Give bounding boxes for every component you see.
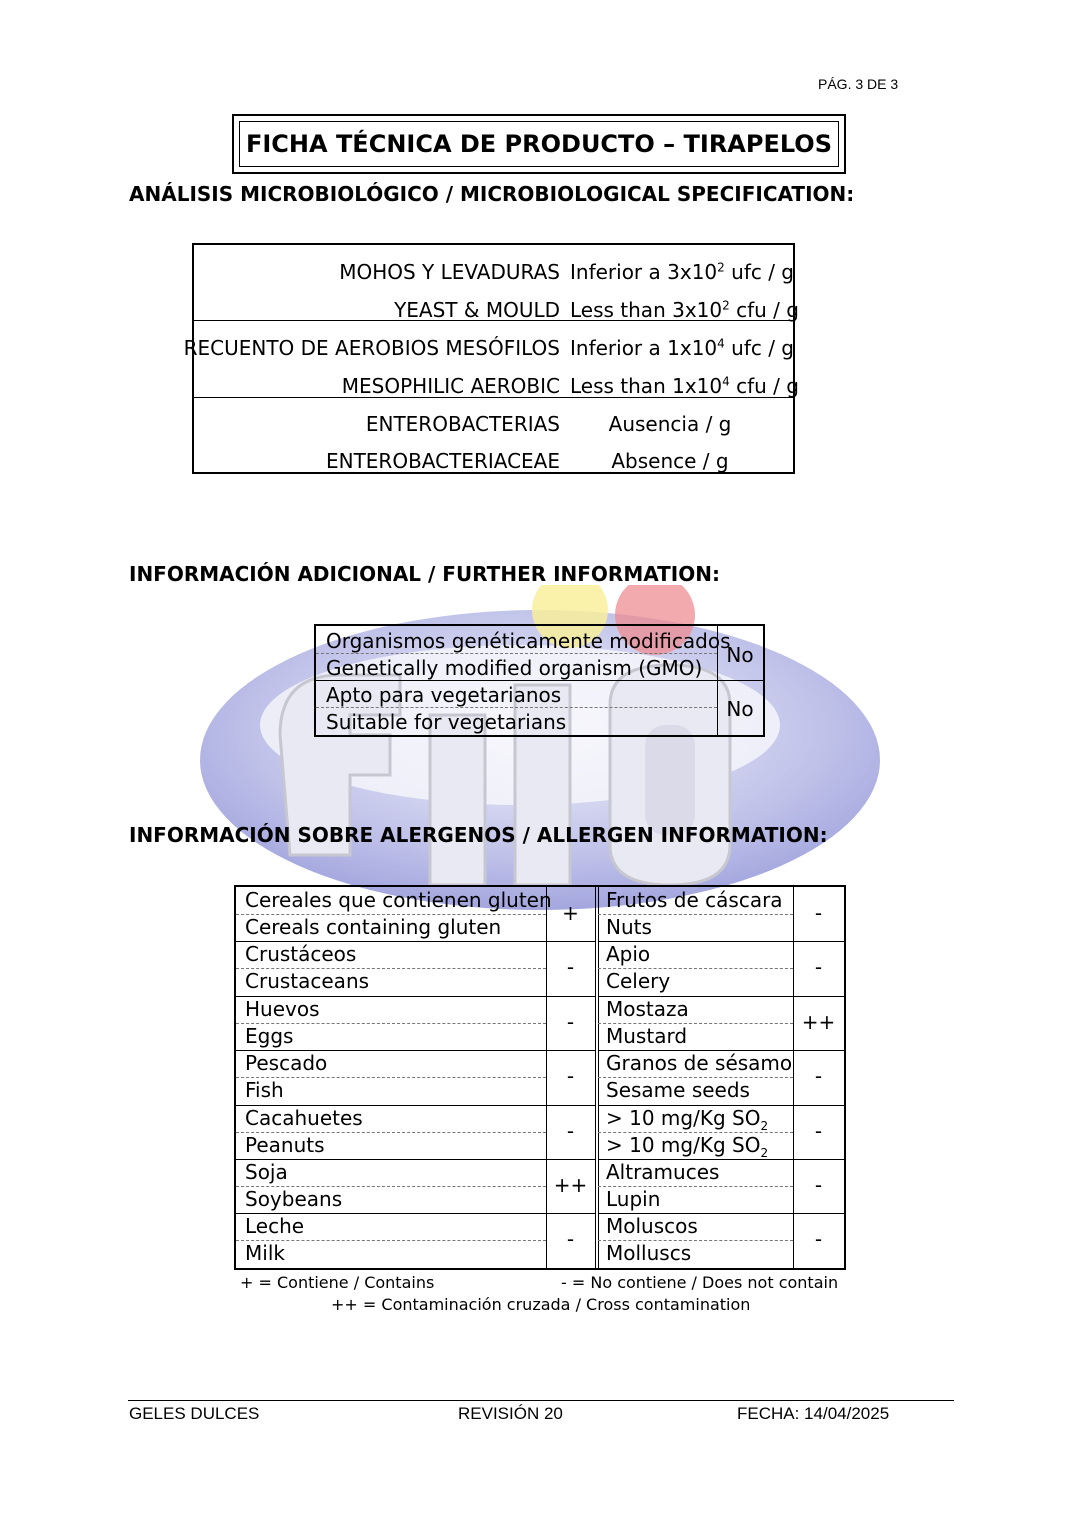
micro-row bbox=[194, 252, 793, 290]
micro-value: Inferior a $1x10^4$ ufc / g bbox=[570, 336, 794, 360]
allergen-label-en: Eggs bbox=[245, 1023, 294, 1048]
dashed-divider bbox=[316, 653, 717, 654]
allergen-mark: - bbox=[566, 1009, 575, 1034]
legend-cross-contamination: ++ = Contaminación cruzada / Cross contamination bbox=[331, 1295, 751, 1314]
allergen-label-en: Celery bbox=[606, 969, 671, 994]
micro-row bbox=[194, 404, 793, 442]
allergen-label-en: Milk bbox=[245, 1241, 285, 1266]
allergen-mark: - bbox=[814, 1118, 823, 1143]
allergen-label-es: Frutos de cáscara bbox=[606, 888, 783, 912]
allergen-table bbox=[234, 885, 846, 1270]
footer-revision: REVISIÓN 20 bbox=[458, 1404, 563, 1423]
micro-label: MESOPHILIC AEROBIC bbox=[341, 374, 560, 398]
allergen-mark: + bbox=[562, 901, 579, 925]
allergen-label-es: Pescado bbox=[245, 1051, 328, 1076]
micro-row bbox=[194, 366, 799, 404]
allergen-label-es: Cereales que contienen gluten bbox=[245, 888, 552, 912]
allergen-mark: - bbox=[566, 1118, 575, 1143]
allergen-label-en: Mustard bbox=[606, 1023, 688, 1048]
micro-value: Absence / g bbox=[611, 449, 729, 473]
allergen-mark: ++ bbox=[801, 1009, 836, 1034]
allergen-label-es: Apio bbox=[606, 942, 651, 967]
micro-row bbox=[183, 328, 794, 366]
allergen-mark: - bbox=[566, 1227, 575, 1252]
vegetarian-value: No bbox=[726, 697, 754, 721]
allergen-mark: - bbox=[566, 955, 575, 980]
row-divider bbox=[793, 1050, 844, 1051]
allergen-label-es: > 10 mg/Kg $SO_2$ bbox=[606, 1105, 769, 1133]
section-heading-allergen: INFORMACIÓN SOBRE ALERGENOS / ALLERGEN INFORMATION: bbox=[129, 823, 828, 847]
micro-value: Ausencia / g bbox=[608, 412, 732, 436]
row-divider bbox=[793, 1105, 844, 1106]
row-divider bbox=[793, 1159, 844, 1160]
row-divider bbox=[194, 397, 793, 398]
micro-row bbox=[194, 441, 793, 479]
micro-label: MOHOS Y LEVADURAS bbox=[339, 260, 560, 284]
allergen-mark: ++ bbox=[553, 1173, 588, 1197]
footer-date: FECHA: 14/04/2025 bbox=[737, 1404, 890, 1423]
allergen-label-en: Nuts bbox=[606, 915, 652, 939]
allergen-label-es: Granos de sésamo bbox=[606, 1051, 793, 1076]
row-divider bbox=[546, 996, 595, 997]
legend-not-contains: - = No contiene / Does not contain bbox=[561, 1273, 839, 1292]
footer-product: GELES DULCES bbox=[129, 1404, 260, 1423]
title-box bbox=[232, 114, 846, 174]
row-divider bbox=[793, 996, 844, 997]
row-divider bbox=[793, 1213, 844, 1214]
allergen-mark: - bbox=[814, 901, 823, 925]
row-divider bbox=[316, 680, 763, 681]
gmo-value: No bbox=[726, 643, 754, 667]
document-title: FICHA TÉCNICA DE PRODUCTO – TIRAPELOS bbox=[239, 121, 839, 167]
allergen-label-en: Soybeans bbox=[245, 1187, 343, 1211]
gmo-label-en: Genetically modified organism (GMO) bbox=[326, 656, 703, 680]
allergen-label-es: Mostaza bbox=[606, 996, 689, 1021]
micro-value: Inferior a $3x10^2$ ufc / g bbox=[570, 260, 794, 284]
micro-row bbox=[194, 290, 799, 328]
allergen-label-es: Moluscos bbox=[606, 1214, 698, 1239]
allergen-mark: - bbox=[814, 1227, 823, 1252]
further-info-table bbox=[314, 624, 765, 737]
row-divider bbox=[546, 1213, 595, 1214]
row-divider bbox=[546, 1105, 595, 1106]
allergen-label-es: Crustáceos bbox=[245, 942, 357, 967]
row-divider bbox=[546, 1050, 595, 1051]
allergen-label-es: Cacahuetes bbox=[245, 1105, 363, 1130]
section-heading-micro: ANÁLISIS MICROBIOLÓGICO / MICROBIOLOGICAL SPECIFICATION: bbox=[129, 182, 855, 206]
gmo-label-es: Organismos genéticamente modificados bbox=[326, 629, 731, 653]
row-divider bbox=[546, 1159, 595, 1160]
row-divider bbox=[546, 941, 595, 942]
allergen-mark: - bbox=[814, 1173, 823, 1197]
allergen-label-en: Fish bbox=[245, 1078, 284, 1103]
allergen-mark: - bbox=[814, 955, 823, 980]
page-number: PÁG. 3 DE 3 bbox=[818, 76, 899, 92]
legend-contains: + = Contiene / Contains bbox=[240, 1273, 435, 1292]
allergen-label-en: > 10 mg/Kg $SO_2$ bbox=[606, 1132, 769, 1160]
allergen-label-en: Sesame seeds bbox=[606, 1078, 750, 1103]
allergen-label-en: Molluscs bbox=[606, 1241, 692, 1266]
allergen-mark: - bbox=[814, 1064, 823, 1089]
allergen-label-es: Leche bbox=[245, 1214, 305, 1239]
allergen-label-en: Crustaceans bbox=[245, 969, 370, 994]
micro-label: ENTEROBACTERIACEAE bbox=[325, 449, 560, 473]
micro-value: Less than $3x10^2$ cfu / g bbox=[570, 298, 799, 322]
micro-table bbox=[183, 243, 799, 474]
footer-divider bbox=[128, 1400, 954, 1401]
allergen-label-es: Altramuces bbox=[606, 1160, 720, 1184]
allergen-label-en: Cereals containing gluten bbox=[245, 915, 502, 939]
column-divider bbox=[595, 887, 596, 1268]
micro-label: YEAST & MOULD bbox=[394, 298, 560, 322]
dashed-divider bbox=[316, 707, 717, 708]
section-heading-further: INFORMACIÓN ADICIONAL / FURTHER INFORMATION: bbox=[129, 562, 720, 586]
allergen-label-en: Peanuts bbox=[245, 1132, 325, 1157]
vegetarian-label-es: Apto para vegetarianos bbox=[326, 683, 562, 707]
micro-value: Less than $1x10^4$ cfu / g bbox=[570, 374, 799, 398]
row-divider bbox=[793, 941, 844, 942]
allergen-label-en: Lupin bbox=[606, 1187, 661, 1211]
vegetarian-label-en: Suitable for vegetarians bbox=[326, 710, 567, 734]
micro-label: RECUENTO DE AEROBIOS MESÓFILOS bbox=[183, 336, 560, 360]
allergen-label-es: Huevos bbox=[245, 996, 320, 1021]
allergen-label-es: Soja bbox=[245, 1160, 288, 1184]
allergen-mark: - bbox=[566, 1064, 575, 1089]
micro-label: ENTEROBACTERIAS bbox=[365, 412, 560, 436]
row-divider bbox=[194, 320, 793, 321]
